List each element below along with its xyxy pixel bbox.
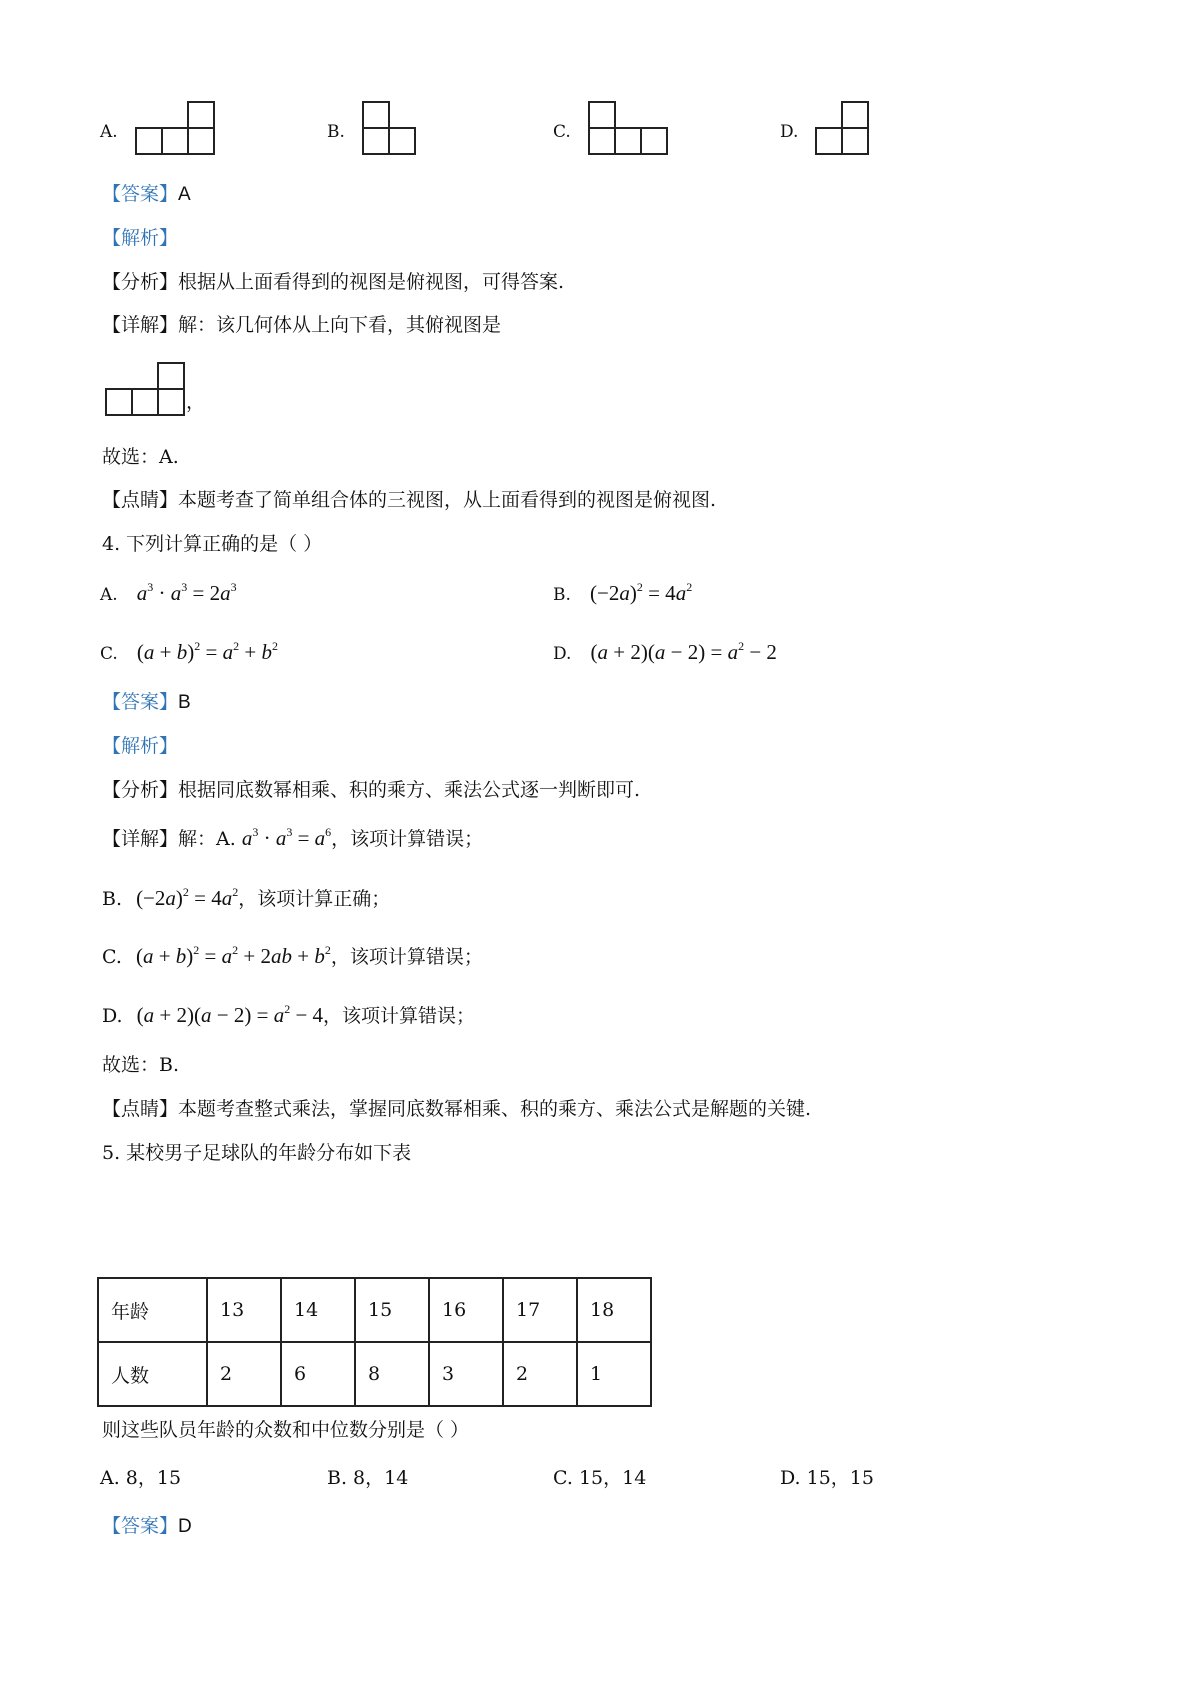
fenxi-line (102, 778, 640, 802)
formula: $a^3 \cdot a^3 = a^6$ (241, 825, 332, 850)
dianjing-text: 本题考查整式乘法，掌握同底数幂相乘、积的乘方、乘法公式是解题的关键. (178, 1098, 812, 1120)
q5-option-a: A. 8，15 (100, 1467, 182, 1489)
xiangjie-tag: 【详解】 (102, 828, 179, 850)
line-prefix: C. (102, 946, 122, 968)
line-suffix: ，该项计算错误； (330, 946, 483, 968)
formula: $(a + 2)(a - 2) = a^2 - 2$ (590, 639, 777, 664)
guxuan-line: 故选：A. (102, 446, 179, 468)
table-cell: 14 (281, 1278, 355, 1342)
detail-line-d (102, 1003, 475, 1028)
fenxi-text: 根据从上面看得到的视图是俯视图，可得答案. (178, 271, 565, 293)
fenxi-line (102, 270, 564, 294)
jiexi-heading: 【解析】 (102, 227, 179, 249)
answer-value: D (178, 1516, 192, 1537)
option-letter: D. (553, 644, 572, 664)
q5-stem: 5. 某校男子足球队的年龄分布如下表 (102, 1142, 412, 1164)
formula: $(a + 2)(a - 2) = a^2 - 4$ (136, 1002, 324, 1027)
table-row (98, 1278, 651, 1342)
option-letter: D. (780, 122, 799, 142)
table-cell: 6 (281, 1342, 355, 1406)
formula: $(-2a)^2 = 4a^2$ (136, 885, 239, 910)
q5-option-d: D. 15，15 (780, 1467, 874, 1489)
figure-comma: ， (186, 391, 206, 413)
xiangjie-tag: 【详解】 (102, 314, 179, 336)
q5-option-b: B. 8，14 (327, 1467, 409, 1489)
q4-option-c (100, 640, 278, 665)
line-suffix: ，该项计算错误； (323, 1005, 476, 1027)
answer-value: B (178, 692, 191, 713)
dianjing-text: 本题考查了简单组合体的三视图，从上面看得到的视图是俯视图. (178, 489, 717, 511)
table-row (98, 1342, 651, 1406)
formula: $(a + b)^2 = a^2 + b^2$ (136, 639, 278, 664)
xiangjie-line-a (102, 826, 483, 851)
table-cell: 年龄 (98, 1278, 207, 1342)
xiangjie-line (102, 313, 501, 337)
answer-line (102, 690, 191, 715)
q4-stem: 4. 下列计算正确的是（ ） (102, 533, 323, 555)
table-cell: 3 (429, 1342, 503, 1406)
table-cell: 2 (207, 1342, 281, 1406)
fenxi-text: 根据同底数幂相乘、积的乘方、乘法公式逐一判断即可. (178, 779, 641, 801)
formula: $a^3 \cdot a^3 = 2a^3$ (136, 580, 237, 605)
option-letter: C. (553, 122, 571, 142)
answer-tag: 【答案】 (102, 1515, 179, 1537)
xiangjie-text: 解：该几何体从上向下看，其俯视图是 (178, 314, 502, 336)
table-cell: 17 (503, 1278, 577, 1342)
q5-option-c: C. 15，14 (553, 1467, 647, 1489)
q4-option-a (100, 581, 237, 606)
formula: $(-2a)^2 = 4a^2$ (590, 580, 693, 605)
option-letter: B. (327, 122, 345, 142)
detail-line-b (102, 886, 390, 911)
answer-line (102, 182, 191, 207)
answer-line (102, 1514, 192, 1539)
table-cell: 2 (503, 1342, 577, 1406)
answer-tag: 【答案】 (102, 691, 179, 713)
fenxi-tag: 【分析】 (102, 271, 179, 293)
table-cell: 16 (429, 1278, 503, 1342)
q4-option-b (553, 581, 692, 606)
table-cell: 8 (355, 1342, 429, 1406)
option-letter: A. (100, 122, 118, 142)
q4-option-d (553, 640, 777, 665)
dianjing-line (102, 488, 716, 512)
table-cell: 人数 (98, 1342, 207, 1406)
table-cell: 15 (355, 1278, 429, 1342)
option-letter: A. (100, 585, 118, 605)
option-letter: B. (553, 585, 571, 605)
age-distribution-table (97, 1277, 652, 1407)
table-cell: 1 (577, 1342, 651, 1406)
guxuan-line: 故选：B. (102, 1054, 180, 1076)
option-letter: C. (100, 644, 118, 664)
line-prefix: B. (102, 888, 123, 910)
detail-line-c (102, 944, 483, 969)
dianjing-tag: 【点睛】 (102, 489, 179, 511)
line-prefix: 解：A. (178, 828, 236, 850)
line-prefix: D. (102, 1005, 123, 1027)
table-cell: 18 (577, 1278, 651, 1342)
line-suffix: ，该项计算错误； (331, 828, 484, 850)
line-suffix: ，该项计算正确； (238, 888, 391, 910)
dianjing-line (102, 1097, 811, 1121)
dianjing-tag: 【点睛】 (102, 1098, 179, 1120)
answer-tag: 【答案】 (102, 183, 179, 205)
jiexi-heading: 【解析】 (102, 735, 179, 757)
fenxi-tag: 【分析】 (102, 779, 179, 801)
formula: $(a + b)^2 = a^2 + 2ab + b^2$ (135, 943, 331, 968)
q5-question: 则这些队员年龄的众数和中位数分别是（ ） (102, 1419, 470, 1441)
answer-value: A (178, 184, 191, 205)
table-cell: 13 (207, 1278, 281, 1342)
